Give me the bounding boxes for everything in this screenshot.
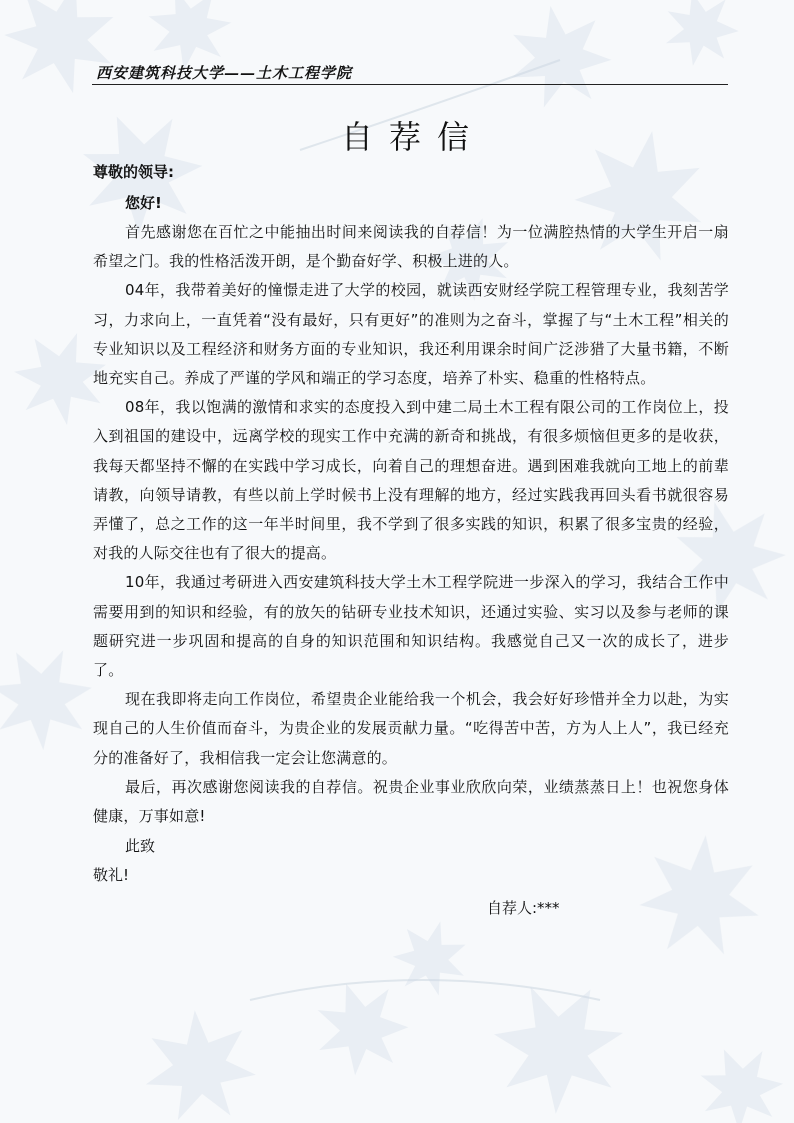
page-title: 自荐信 [340, 118, 485, 156]
closing-line-2: 敬礼! [93, 866, 130, 885]
signature: 自荐人:*** [487, 899, 560, 918]
paragraph-intro: 首先感谢您在百忙之中能抽出时间来阅读我的自荐信！为一位满腔热情的大学生开启一扇希望之门。我的性格活泼开朗，是个勤奋好学、积极上进的人。 [93, 223, 729, 271]
paragraph-education: 04年，我带着美好的憧憬走进了大学的校园，就读西安财经学院工程管理专业，我刻苦学习，力求向上，一直凭着“没有最好，只有更好”的准则为之奋斗，掌握了与“土木工程”相关的专业知识以及工程经济和财务方面的专业知识，我还利用课余时间广泛涉猎了大量书籍，不断地充实自己。养成了严谨的学风和端正的学习态度，培养了朴实、稳重的性格特点。 [93, 281, 729, 388]
header-text: 西安建筑科技大学——土木工程学院 [96, 64, 353, 82]
paragraph-graduate: 10年，我通过考研进入西安建筑科技大学土木工程学院进一步深入的学习，我结合工作中需要用到的知识和经验，有的放矢的钻研专业技术知识，还通过实验、实习以及参与老师的课题研究进一步巩固和提高的自身的知识范围和知识结构。我感觉自己又一次的成长了，进步了。 [93, 573, 729, 680]
paragraph-work: 08年，我以饱满的激情和求实的态度投入到中建二局土木工程有限公司的工作岗位上，投入到祖国的建设中，远离学校的现实工作中充满的新奇和挑战，有很多烦恼但更多的是收获，我每天都坚持不懈的在实践中学习成长，向着自己的理想奋进。遇到困难我就向工地上的前辈请教，向领导请教，有些以前上学时候书上没有理解的地方，经过实践我再回头看书就很容易弄懂了，总之工作的这一年半时间里，我不学到了很多实践的知识，积累了很多宝贵的经验，对我的人际交往也有了很大的提高。 [93, 398, 729, 563]
paragraph-thanks: 最后，再次感谢您阅读我的自荐信。祝贵企业事业欣欣向荣，业绩蒸蒸日上！也祝您身体健康，万事如意! [93, 777, 729, 826]
letter-body [93, 158, 729, 923]
paragraph-hope: 现在我即将走向工作岗位，希望贵企业能给我一个机会，我会好好珍惜并全力以赴，为实现自己的人生价值而奋斗，为贵企业的发展贡献力量。“吃得苦中苦，方为人上人”，我已经充分的准备好了，我相信我一定会让您满意的。 [93, 690, 729, 767]
salutation: 尊敬的领导: [93, 163, 174, 181]
closing-line-1: 此致 [125, 837, 156, 856]
greeting: 您好! [125, 194, 162, 212]
document-header [92, 60, 728, 85]
